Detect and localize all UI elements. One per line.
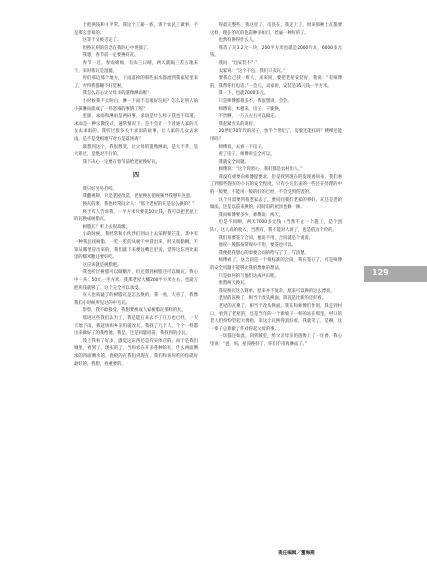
paragraph: 看了房子，师傅说完全可以。: [218, 152, 275, 158]
paragraph: 我问师傅要多少，师傅说：两天。: [218, 212, 284, 218]
paragraph: 换瓦的事，我也经常问亲人：“那个老屋的瓦是怎么换的？”: [82, 202, 195, 208]
paragraph: 但换瓦则的信念在我的心中更强了。: [82, 45, 152, 51]
paragraph: 联想到这个，我很想哭，让父母的遗像淋雨，是大不孝，是大罪过，是绝对不行的。: [74, 144, 198, 158]
paragraph: 我说换瓦这么简单，原来并不复杂，原来可以换的这么漂亮。: [218, 288, 335, 294]
paragraph: 师傅说，去看一下房子。: [218, 144, 266, 150]
paragraph: 我问：“包安装不？”: [218, 60, 258, 66]
paragraph: 卖家说：“这个不包，我们只卖瓦。”: [218, 68, 286, 74]
paragraph: 察察，我不敢接受，我想要换成人家树脂瓦那样的瓦。: [82, 308, 186, 314]
paragraph: 这应该就是树脂吧。: [82, 262, 122, 268]
paragraph: 算一下，也就7000多元。: [218, 91, 269, 97]
paragraph: 树脂瓦？听上去很高级。: [82, 224, 130, 230]
paragraph: 你们那边那个地方，下雨落掉的那些雨水都流到我家屋里来了，弄得我都睡不好觉啦。: [74, 76, 198, 89]
paragraph: 我也听过树脂可以做糖片，但还想到树脂还可以做瓦，我心中一喜：50元一平方米，我那老屋大概200平方米左右，也就万把块钱就够了，这个完全可以承受。: [74, 270, 198, 291]
paragraph: 钱上我看了好多，感觉这东西还是有实体店的，而于是我们城里，看到了，现实的了，当和农在开多各种的瓦，什么两面侧水的四面侧水的，瓷板的瓦我们到现在，我们和说你吃的你就好最好的，我想，看重要的。: [74, 338, 198, 367]
paragraph: 我翻视频，只是老屋改造、老屋换瓦把视频导我掰开注意。: [82, 194, 195, 200]
paragraph: 老屋的瓦换了，相当于改头换面。我在和师傅们作别，我走到村口，看到了老屋的，还是当年的一个新娘子一样的站在那里。村口的老人们纷纷竖起大拇指，说这个瓦换得真好看。我就笑了，是啊，这一辈子总算做了件对得起父母的事。: [210, 303, 342, 332]
paragraph: 我选了瓦3.2元一块，200平方米也就是2000片瓦，6000多元钱。: [210, 45, 342, 59]
paragraph: 小的时候，我经常和小伙伴们到山上去采野菜芒花，其中有一种我总找树脂，一吃一吃的从树干中冒出来，时又很黏稠，不知从哪里冒出来的，我们就下来便往嘴巴里送，觉得这东西比家里的糯米糖还要好吃。: [74, 232, 198, 261]
paragraph: 我们说要签个合同，他说不用，合同就是个说说。: [218, 235, 314, 241]
paragraph: 不贵啊，一万五左右可以搞定。: [218, 114, 279, 120]
paragraph: 我只好另外打听。: [82, 186, 117, 192]
paragraph: 我便把我想心的原要合同的给写了了，写清楚。: [218, 250, 309, 256]
section-heading: 四: [132, 172, 139, 180]
paragraph: 一切都还如此。回到城里，给父亲母亲的遗像上了一炷香，我心里说：“爸，妈，屋顶换好了，你们不用再淋雨了。”: [210, 334, 342, 347]
paragraph: 我怎么忍心让父母亲的遗像淋雨呢！: [82, 91, 152, 97]
paragraph: 他说一般都按常规办不用，要签也可以。: [218, 243, 296, 249]
paragraph: 师傅说，木板来，房子，干脆换。: [218, 106, 284, 112]
paragraph: 这个月需要到我老家去了，要问问我们老家的事好，瓦还是老的做法，还是以前来换的，同时旧的屋顶也修一修。: [210, 197, 342, 211]
paragraph: 我赶紧点头的说好。: [218, 121, 258, 127]
paragraph: 我没有重要向师傅提要求，但是找到现在的发现再回来，我们看了到那些现在的小瓦的安全程度，只有小瓦出来的一些还在处理的中的一般要，不能用一般的好的已经，不会受到伤害的。: [210, 174, 342, 196]
paragraph: 师傅说：“这个你放心，我们都是农村出人。”: [218, 167, 303, 173]
paragraph: 我就安全问题。: [218, 159, 249, 165]
paragraph: 我想，春节前一定要换好瓦。: [82, 53, 139, 59]
paragraph: 20世纪70年代的房子，快半个世纪了，房梁还能扛吗？楼梯还能用吗？: [210, 129, 342, 142]
paragraph: 我下决心一定要在春节前给老屋换好瓦。: [82, 159, 160, 165]
paragraph: 春节一过，春雨绵绵，有农三日晴，两天就隔三差五地来下，来时我瓦是湿漉。: [74, 60, 198, 74]
paragraph: 小时候我不太明白，淋一下雨不是很好玩吗？怎么让别人的小孩淋雨就成了一件恶毒的事情了呢？: [74, 98, 198, 112]
paragraph: 老屋的瓦换了，相当于改头换面，简直是比新的还好看。: [218, 296, 327, 302]
paragraph: 要我自己找一班人，来来回，要把老屋安装好，我说：“有师傅的，我帮你打电话。”一会儿，卖家说，安装是35元钱一平方米。: [210, 76, 342, 89]
paragraph: 那进这些我们认为了，我是能后来去不了几万也已经，一天天地下雨，我赶快叫乡亲们就改瓦，我找了几个人，个个一样都出来做好了的我给他，我是，还是同量同前，我找到的小瓦。: [74, 315, 198, 337]
editor-credit: 责任编辑／董海燕: [278, 551, 315, 556]
paragraph: 这等于又被否定了。: [82, 38, 122, 44]
left-column: [74, 22, 198, 368]
paragraph: 只是如何的与他们达成共识呢。: [218, 273, 279, 279]
right-column: [210, 22, 342, 349]
paragraph: 果然两天换瓦。: [218, 281, 249, 287]
paragraph: 但是不同啊，两天7000多元钱（当然不止一个施工，是个团队），这人高的收入，当然有，我不能对人讲了，也是值这个价的。: [210, 220, 342, 234]
paragraph: 只是师傅都很多不，我很想讲，会会。: [218, 98, 292, 104]
paragraph: 师傅看了，这合同是一个很标准的合同，我在签订了，可是师傅的安全问题不能够让我的想象的想法。: [210, 258, 342, 271]
paragraph: 于把换钱和寸平常。我这个工薪一族，请个农民工做事，不是那么容易的。: [74, 23, 198, 36]
paragraph: 得最完整些。我这里了，房县在，我走上了，原来那种土瓦都要这样，现在的瓦的色彩种多如目，丝毫一种好的了。: [210, 23, 342, 36]
paragraph: 终于有人告诉我，一平方米只要花50元钱，我可以把老屋上的瓦换成树脂瓦。: [74, 209, 198, 223]
paragraph: 也然有换得什么人，: [218, 38, 258, 44]
paragraph: 有人也质疑了的树脂瓦是怎么换的，我一看，大喜了，我像我们小时候所见过的中毛瓦。: [74, 293, 198, 306]
paragraph: 里面，求雨和淋雨是两码事，求雨是什么样子我也不知道，求雨是一种宗教仪式，通常情况下，是不会让一个普通人家的儿女去求雨的。我听过很多关于求雨的故事，让人家的儿女去求雨，是不是变相地写对方是落汤鸡？: [74, 114, 198, 142]
page-number: 129: [372, 268, 389, 277]
